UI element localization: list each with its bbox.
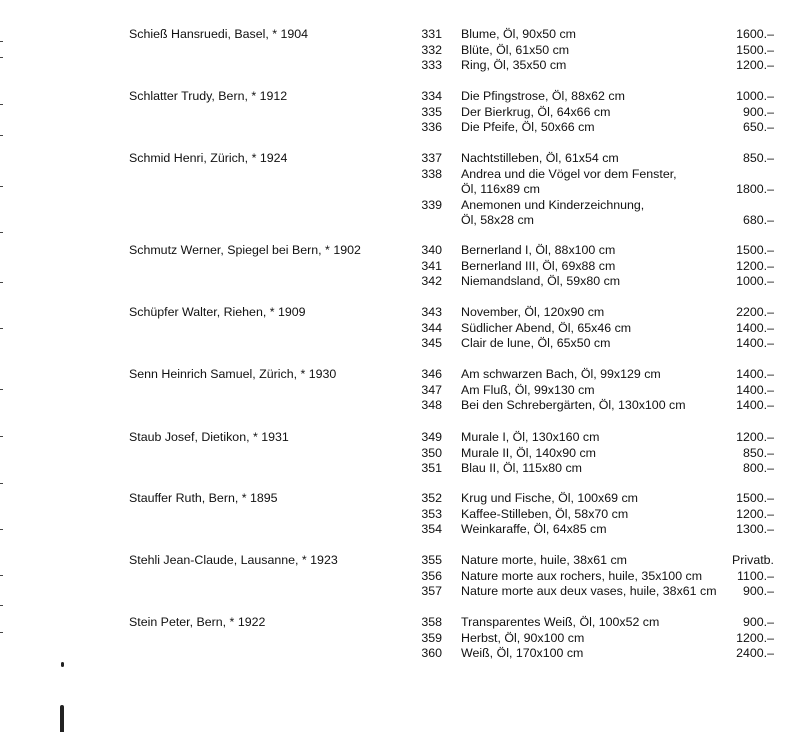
left-edge-mark — [0, 186, 3, 187]
artwork-price: 1400.– — [736, 382, 774, 397]
artwork-title: Am Fluß, Öl, 99x130 cm — [461, 382, 595, 397]
catalog-number: 357 — [421, 584, 442, 598]
catalog-number: 337 — [421, 151, 442, 165]
artwork-price: 680.– — [742, 213, 774, 227]
catalog-number: 347 — [421, 382, 442, 397]
artwork-title: Andrea und die Vögel vor dem Fenster, — [461, 166, 677, 181]
catalog-number: 349 — [421, 430, 442, 444]
catalog-number: 338 — [421, 166, 442, 181]
artwork-title: Anemonen und Kinderzeichnung, — [461, 197, 645, 212]
artwork-title: Nature morte aux rochers, huile, 35x100 cm — [461, 568, 703, 583]
artwork-price: 1500.– — [736, 42, 774, 57]
artwork-price: 1300.– — [736, 522, 774, 536]
left-edge-mark — [0, 41, 3, 42]
catalog-number: 351 — [421, 461, 442, 475]
artwork-price: 1400.– — [736, 320, 774, 335]
catalog-number: 334 — [421, 89, 442, 103]
left-edge-mark — [0, 282, 3, 283]
artwork-price: 900.– — [742, 615, 774, 629]
artwork-title: Öl, 116x89 cm — [461, 182, 540, 196]
artwork-price: 1000.– — [736, 274, 774, 288]
left-edge-mark — [0, 104, 3, 105]
artwork-title: Südlicher Abend, Öl, 65x46 cm — [461, 320, 632, 335]
artwork-title: November, Öl, 120x90 cm — [461, 305, 605, 319]
artwork-price: 1100.– — [737, 568, 774, 583]
catalog-number: 332 — [421, 42, 442, 57]
artwork-title: Blume, Öl, 90x50 cm — [461, 27, 577, 41]
artwork-price: 800.– — [742, 461, 774, 475]
artwork-title: Die Pfingstrose, Öl, 88x62 cm — [461, 89, 625, 103]
artwork-price: 1200.– — [736, 258, 774, 273]
artwork-title: Weiß, Öl, 170x100 cm — [461, 646, 584, 660]
artwork-price: 1500.– — [736, 243, 774, 257]
catalog-number: 359 — [421, 630, 442, 645]
artwork-title: Der Bierkrug, Öl, 64x66 cm — [461, 104, 611, 119]
artwork-title: Am schwarzen Bach, Öl, 99x129 cm — [461, 367, 661, 381]
artwork-price: 900.– — [742, 104, 774, 119]
left-edge-mark — [0, 575, 3, 576]
artwork-price: 850.– — [742, 151, 774, 165]
artwork-title: Blüte, Öl, 61x50 cm — [461, 42, 570, 57]
artwork-price: 1400.– — [736, 398, 774, 412]
artwork-title: Murale I, Öl, 130x160 cm — [461, 430, 600, 444]
left-edge-mark — [0, 605, 3, 606]
left-edge-mark — [0, 57, 3, 58]
artwork-title: Öl, 58x28 cm — [461, 213, 534, 227]
catalog-number: 352 — [421, 491, 442, 505]
artwork-title: Bei den Schrebergärten, Öl, 130x100 cm — [461, 398, 686, 412]
left-edge-mark — [0, 529, 3, 530]
left-edge-mark — [0, 135, 3, 136]
catalog-number: 346 — [421, 367, 442, 381]
artwork-price: 1200.– — [736, 58, 774, 72]
artist-name: Schlatter Trudy, Bern, * 1912 — [129, 89, 288, 103]
artist-name: Schieß Hansruedi, Basel, * 1904 — [129, 27, 309, 41]
artist-name: Stein Peter, Bern, * 1922 — [129, 615, 266, 629]
ink-smudge — [60, 705, 64, 732]
artwork-price: 850.– — [742, 445, 774, 460]
artist-name: Staub Josef, Dietikon, * 1931 — [129, 430, 289, 444]
catalog-number: 339 — [421, 197, 442, 212]
artwork-title: Weinkaraffe, Öl, 64x85 cm — [461, 522, 607, 536]
catalog-number: 340 — [421, 243, 442, 257]
artwork-price: 1000.– — [736, 89, 774, 103]
artwork-price: Privatb. — [731, 553, 774, 567]
artist-name: Schmid Henri, Zürich, * 1924 — [129, 151, 288, 165]
left-edge-mark — [0, 389, 3, 390]
catalog-number: 354 — [421, 522, 442, 536]
catalog-number: 336 — [421, 120, 442, 134]
artwork-price: 1400.– — [736, 367, 774, 381]
artist-name: Stehli Jean-Claude, Lausanne, * 1923 — [129, 553, 338, 567]
catalog-number: 343 — [421, 305, 442, 319]
artwork-price: 650.– — [742, 120, 774, 134]
catalog-number: 335 — [421, 104, 442, 119]
artwork-price: 1400.– — [736, 336, 774, 350]
artwork-title: Die Pfeife, Öl, 50x66 cm — [461, 120, 595, 134]
artwork-title: Bernerland I, Öl, 88x100 cm — [461, 243, 616, 257]
artwork-title: Clair de lune, Öl, 65x50 cm — [461, 336, 611, 350]
catalog-number: 341 — [421, 258, 442, 273]
artwork-price: 2400.– — [736, 646, 774, 660]
artist-name: Stauffer Ruth, Bern, * 1895 — [129, 491, 278, 505]
artwork-title: Bernerland III, Öl, 69x88 cm — [461, 258, 616, 273]
catalog-number: 356 — [421, 568, 442, 583]
artwork-title: Nature morte aux deux vases, huile, 38x61 cm — [461, 584, 717, 598]
ink-speck — [61, 662, 64, 667]
artwork-price: 2200.– — [736, 305, 774, 319]
artwork-title: Herbst, Öl, 90x100 cm — [461, 630, 585, 645]
artist-name: Schmutz Werner, Spiegel bei Bern, * 1902 — [129, 243, 361, 257]
artist-name: Schüpfer Walter, Riehen, * 1909 — [129, 305, 306, 319]
catalog-number: 348 — [421, 398, 442, 412]
catalog-number: 345 — [421, 336, 442, 350]
artwork-price: 1200.– — [736, 506, 774, 521]
left-edge-mark — [0, 232, 3, 233]
left-edge-mark — [0, 632, 3, 633]
catalog-number: 358 — [421, 615, 442, 629]
artwork-price: 1200.– — [736, 630, 774, 645]
catalog-number: 353 — [421, 506, 442, 521]
artwork-price: 1500.– — [736, 491, 774, 505]
artwork-title: Blau II, Öl, 115x80 cm — [461, 461, 582, 475]
catalog-number: 350 — [421, 445, 442, 460]
artwork-title: Kaffee-Stilleben, Öl, 58x70 cm — [461, 506, 629, 521]
catalog-number: 360 — [421, 646, 442, 660]
artwork-title: Transparentes Weiß, Öl, 100x52 cm — [461, 615, 660, 629]
catalog-number: 355 — [421, 553, 442, 567]
artwork-title: Krug und Fische, Öl, 100x69 cm — [461, 491, 638, 505]
left-edge-mark — [0, 328, 3, 329]
artwork-price: 1200.– — [736, 430, 774, 444]
artwork-price: 1600.– — [736, 27, 774, 41]
artwork-price: 900.– — [742, 584, 774, 598]
artwork-title: Nature morte, huile, 38x61 cm — [461, 553, 627, 567]
left-edge-mark — [0, 483, 3, 484]
artwork-title: Niemandsland, Öl, 59x80 cm — [461, 274, 621, 288]
artwork-title: Nachtstilleben, Öl, 61x54 cm — [461, 151, 619, 165]
left-edge-mark — [0, 436, 3, 437]
catalog-number: 333 — [421, 58, 442, 72]
artwork-title: Murale II, Öl, 140x90 cm — [461, 445, 596, 460]
artist-name: Senn Heinrich Samuel, Zürich, * 1930 — [129, 367, 337, 381]
catalog-number: 342 — [421, 274, 442, 288]
artwork-price: 1800.– — [736, 182, 774, 196]
artwork-title: Ring, Öl, 35x50 cm — [461, 58, 567, 72]
catalog-number: 331 — [421, 27, 442, 41]
catalog-number: 344 — [421, 320, 442, 335]
